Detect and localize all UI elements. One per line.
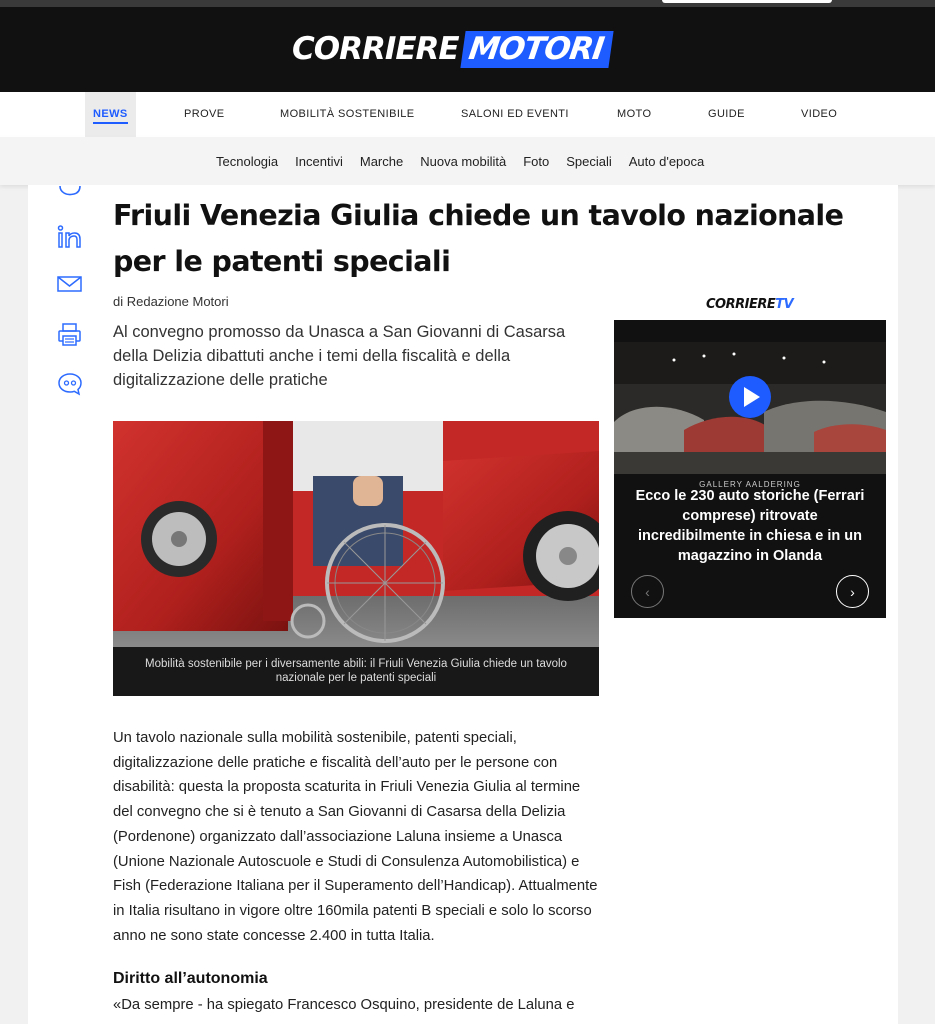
linkedin-icon[interactable] <box>56 224 84 250</box>
twitter-icon[interactable] <box>56 186 84 198</box>
nav-saloni-eventi[interactable]: SALONI ED EVENTI <box>461 108 569 120</box>
corriere-tv-logo[interactable]: CORRIERETV <box>706 297 794 312</box>
subnav-incentivi[interactable]: Incentivi <box>295 153 343 169</box>
chevron-left-icon: ‹ <box>645 583 650 600</box>
tv-prev-button[interactable] <box>631 575 664 608</box>
site-logo[interactable] <box>292 30 611 68</box>
subnav-nuova-mobilita[interactable]: Nuova mobilità <box>420 153 507 169</box>
site-header <box>0 0 935 92</box>
nav-video[interactable]: VIDEO <box>801 108 838 120</box>
tv-video-title[interactable]: Ecco le 230 auto storiche (Ferrari comprese) ritrovate incredibilmente in chiesa e in un magazzino in Olanda <box>635 488 865 564</box>
article-subhead: Diritto all’autonomia <box>113 970 268 987</box>
nav-guide[interactable]: GUIDE <box>708 108 745 120</box>
article-hero-image[interactable] <box>113 421 599 696</box>
article-byline: di Redazione Motori <box>113 294 229 309</box>
chevron-right-icon: › <box>850 583 855 600</box>
subnav-auto-epoca[interactable]: Auto d'epoca <box>628 153 705 169</box>
article-summary: Al convegno promosso da Unasca a San Giovanni di Casarsa della Delizia dibattuti anche i temi della fiscalità e della digitalizzazione delle pratiche <box>113 323 566 389</box>
subnav-marche[interactable]: Marche <box>359 153 404 169</box>
image-caption: Mobilità sostenibile per i diversamente abili: il Friuli Venezia Giulia chiede un tavolo nazionale per le patenti speciali <box>113 647 599 696</box>
article-quote-start: «Da sempre - ha spiegato Francesco Osquino, presidente de Laluna e <box>113 997 575 1013</box>
comments-icon[interactable] <box>56 371 84 397</box>
video-thumbnail[interactable] <box>614 342 886 494</box>
article-headline <box>113 193 853 285</box>
headline-line-2: per le patenti speciali <box>113 245 451 278</box>
sub-nav <box>0 137 935 185</box>
article-body: Un tavolo nazionale sulla mobilità sostenibile, patenti speciali, digitalizzazione delle pratiche e fiscalità dell’auto per le persone con disabilità: questa la proposta scaturita in Friuli Venezia Giulia al termine del convegno che si è tenuto a San Giovanni di Casarsa della Delizia (Pordenone) organizzato dall’associazione Laluna insieme a Unasca (Unione Nazionale Autoscuole e Studi di Consulenza Automobilistica) e Fish (Federazione Italiana per il Superamento dell’Handicap). Attualmente in Italia risultano in vigore oltre 160mila patenti B speciali e solo lo scorso anno ne sono state concesse 2.400 in tutta Italia. <box>113 730 598 944</box>
nav-mobilita-sostenibile[interactable]: MOBILITÀ SOSTENIBILE <box>280 108 415 120</box>
logo-corriere: CORRIERE <box>292 31 459 67</box>
headline-line-1: Friuli Venezia Giulia chiede un tavolo nazionale <box>113 199 844 232</box>
corriere-tv-widget <box>614 320 886 618</box>
subnav-tecnologia[interactable]: Tecnologia <box>216 153 279 169</box>
print-icon[interactable] <box>56 322 84 348</box>
mail-icon[interactable] <box>56 274 84 294</box>
logo-motori: MOTORI <box>460 31 613 68</box>
subnav-foto[interactable]: Foto <box>523 153 550 169</box>
nav-news[interactable]: NEWS <box>85 92 136 137</box>
main-nav <box>0 92 935 137</box>
thumb-gallery-label: GALLERY AALDERING <box>699 480 801 489</box>
nav-prove[interactable]: PROVE <box>184 108 225 120</box>
nav-moto[interactable]: MOTO <box>617 108 652 120</box>
tv-next-button[interactable] <box>836 575 869 608</box>
wheelchair-car-photo <box>113 421 599 647</box>
search-field-stub[interactable] <box>662 0 832 3</box>
subnav-speciali[interactable]: Speciali <box>566 153 612 169</box>
